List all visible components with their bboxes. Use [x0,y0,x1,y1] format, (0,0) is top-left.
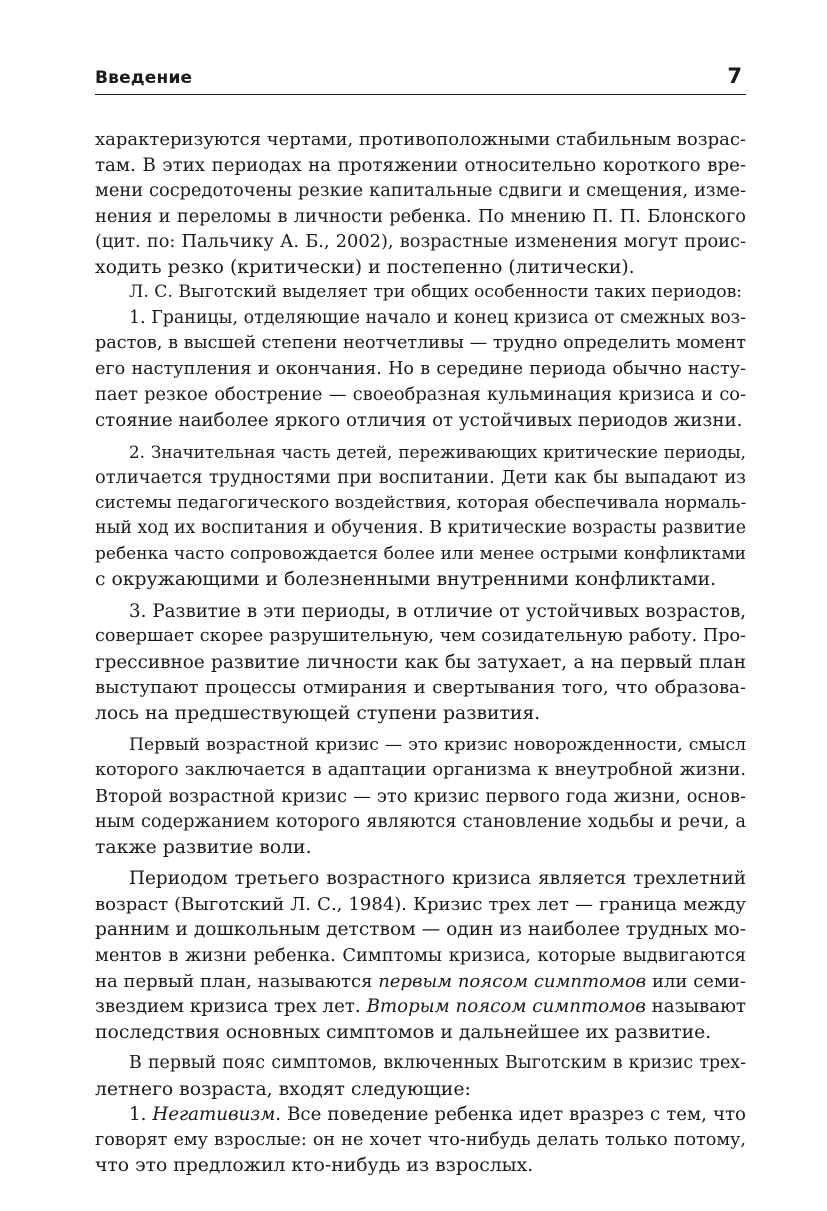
text-line: отличается трудностями при воспитании. Дети как бы выпадают из [95,467,746,489]
text-line: которого заключается в адаптации организма к внеутробной жизни. [95,760,746,781]
emphasis-first-belt: первым поясом симптомов [378,970,647,992]
text-line: мени сосредоточены резкие капитальные сдвиги и смещения, изме- [95,180,746,202]
text-line: ный ход их воспитания и обучения. В критические возрасты развитие [95,518,746,539]
text-line: Периодом третьего возрастного кризиса является трехлетний [129,868,746,890]
text-line: ходить резко (критически) и постепенно (литически). [95,256,635,278]
text-line: совершает скорее разрушительную, чем созидательную работу. Про- [95,626,746,647]
text-line: на первый план, называются первым поясом симптомов или семи- [95,970,747,992]
text-line: ребенка часто сопровождается более или менее острыми конфликтами [95,543,746,564]
text-line: летнего возраста, входят следующие: [95,1078,471,1100]
text-line: В первый пояс симптомов, включенных Выготским в кризис трех- [129,1053,746,1074]
emphasis-negativism: Негативизм [152,1104,276,1126]
text-line: 1. Негативизм. Все поведение ребенка идет вразрез с тем, что [129,1104,746,1126]
running-header [95,64,746,95]
text-line: ным содержанием которого являются становление ходьбы и речи, а [95,811,746,833]
text-line: нения и переломы в личности ребенка. По мнению П. П. Блонского [95,205,746,227]
text-line: грессивное развитие личности как бы затухает, а на первый план [95,651,746,673]
text-line: 1. Границы, отделяющие начало и конец кризиса от смежных воз- [129,307,746,328]
page-number: 7 [727,64,742,88]
chapter-title: Введение [95,68,193,88]
body-text [95,127,746,1179]
text-line: Первый возрастной кризис — это кризис новорожденности, смысл [129,734,746,755]
text-line: стояние наиболее яркого отличия от устойчивых периодов жизни. [95,410,743,432]
text-line: характеризуются чертами, противоположными стабильным возрас- [95,129,746,150]
text-line: ранним и дошкольным детством — один из наиболее трудных мо- [95,919,746,941]
text-line: возраст (Выготский Л. С., 1984). Кризис трех лет — граница между [95,893,746,915]
text-line: с окружающими и болезненными внутренними конфликтами. [95,569,717,591]
text-line: ментов в жизни ребенка. Симптомы кризиса, которые выдвигаются [95,944,746,966]
emphasis-second-belt: Вторым поясом симптомов [366,996,646,1018]
text-line: Л. С. Выготский выделяет три общих особенности таких периодов: [129,282,743,303]
text-line: что это предложил кто-нибудь из взрослых. [95,1155,534,1177]
text-line: звездием кризиса трех лет. Вторым поясом симптомов называют [95,996,746,1018]
text-line: лось на предшествующей ступени развития. [95,703,541,725]
text-line: Второй возрастной кризис — это кризис первого года жизни, основ- [95,785,746,807]
text-line: также развитие воли. [95,836,312,858]
text-line: выступают процессы отмирания и свертывания того, что образова- [95,677,746,699]
text-line: пает резкое обострение — своеобразная кульминация кризиса и со- [95,384,746,406]
text-line: 3. Развитие в эти периоды, в отличие от устойчивых возрастов, [129,600,746,622]
text-line: 2. Значительная часть детей, переживающих критические периоды, [129,441,746,462]
text-line: его наступления и окончания. Но в середине периода обычно насту- [95,358,746,379]
text-line: системы педагогического воздействия, которая обеспечивала нормаль- [95,492,747,513]
text-line: там. В этих периодах на протяжении относительно короткого вре- [95,154,746,176]
text-line: (цит. по: Пальчику А. Б., 2002), возрастные изменения могут проис- [95,231,746,253]
text-line: говорят ему взрослые: он не хочет что-нибудь делать только потому, [95,1129,746,1150]
text-line: последствия основных симптомов и дальнейшее их развитие. [95,1021,712,1043]
text-line: растов, в высшей степени неотчетливы — трудно определить момент [95,333,746,354]
